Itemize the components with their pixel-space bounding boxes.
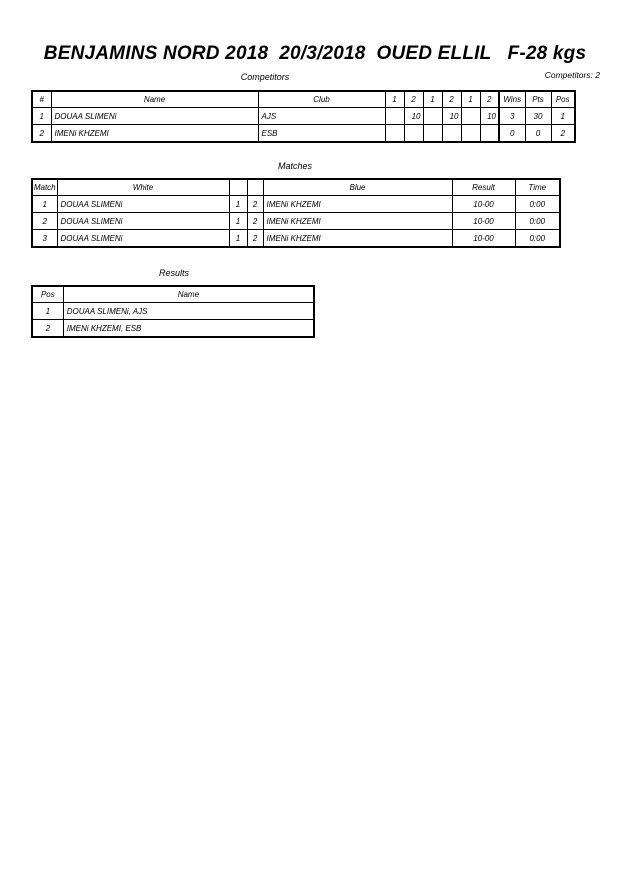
match-blue: IMENi KHZEMI: [263, 196, 452, 213]
match-white: DOUAA SLIMENi: [57, 230, 229, 248]
table-row: [32, 125, 575, 143]
matches-table: [31, 178, 561, 248]
score-cell: [461, 125, 480, 143]
col-wins: Wins: [499, 91, 525, 108]
competitor-pos: 2: [551, 125, 575, 143]
match-num: 1: [32, 196, 57, 213]
competitors-table: [31, 90, 576, 143]
table-row: [32, 213, 560, 230]
score-cell: [385, 108, 404, 125]
matches-header-row: [32, 179, 560, 196]
score-cell: [423, 125, 442, 143]
match-blue-num: 2: [247, 213, 263, 230]
match-blue: IMENi KHZEMI: [263, 230, 452, 248]
score-cell: [385, 125, 404, 143]
score-cell: [404, 125, 423, 143]
page-title: BENJAMINS NORD 2018 20/3/2018 OUED ELLIL F-28 kgs: [43, 43, 587, 64]
col-white: White: [57, 179, 229, 196]
score-cell: 10: [480, 108, 499, 125]
score-cell: 10: [404, 108, 423, 125]
competitor-club: ESB: [258, 125, 385, 143]
competitor-pts: 30: [525, 108, 551, 125]
match-blue-num: 2: [247, 230, 263, 248]
competitor-club: AJS: [258, 108, 385, 125]
result-pos: 2: [32, 320, 63, 338]
results-caption: Results: [158, 268, 189, 278]
col-score-5: 1: [461, 91, 480, 108]
match-white-num: 1: [229, 230, 247, 248]
col-num: #: [32, 91, 51, 108]
match-white: DOUAA SLIMENi: [57, 196, 229, 213]
col-white-num: [229, 179, 247, 196]
match-num: 3: [32, 230, 57, 248]
result-name: DOUAA SLIMENi, AJS: [63, 303, 314, 320]
table-row: [32, 320, 314, 338]
result-name: IMENi KHZEMI, ESB: [63, 320, 314, 338]
match-time: 0:00: [515, 196, 560, 213]
result-pos: 1: [32, 303, 63, 320]
col-blue: Blue: [263, 179, 452, 196]
match-blue: IMENi KHZEMI: [263, 213, 452, 230]
table-row: [32, 230, 560, 248]
matches-caption: Matches: [277, 161, 312, 171]
competitor-pos: 1: [551, 108, 575, 125]
score-cell: [461, 108, 480, 125]
match-white-num: 1: [229, 213, 247, 230]
results-table: [31, 285, 315, 338]
score-cell: [423, 108, 442, 125]
col-time: Time: [515, 179, 560, 196]
competitor-num: 2: [32, 125, 51, 143]
col-score-2: 2: [404, 91, 423, 108]
results-header-row: [32, 286, 314, 303]
score-cell: 10: [442, 108, 461, 125]
match-white-num: 1: [229, 196, 247, 213]
competitor-wins: 3: [499, 108, 525, 125]
col-pos: Pos: [551, 91, 575, 108]
col-name: Name: [51, 91, 258, 108]
match-result: 10-00: [452, 213, 515, 230]
col-match: Match: [32, 179, 57, 196]
competitor-name: DOUAA SLIMENi: [51, 108, 258, 125]
competitor-pts: 0: [525, 125, 551, 143]
col-result: Result: [452, 179, 515, 196]
table-row: [32, 196, 560, 213]
col-score-6: 2: [480, 91, 499, 108]
match-num: 2: [32, 213, 57, 230]
competitors-count: Competitors: 2: [544, 70, 600, 80]
col-score-4: 2: [442, 91, 461, 108]
competitor-name: IMENi KHZEMI: [51, 125, 258, 143]
table-row: [32, 303, 314, 320]
col-score-3: 1: [423, 91, 442, 108]
match-time: 0:00: [515, 213, 560, 230]
col-score-1: 1: [385, 91, 404, 108]
table-row: [32, 108, 575, 125]
match-time: 0:00: [515, 230, 560, 248]
match-white: DOUAA SLIMENi: [57, 213, 229, 230]
competitors-caption: Competitors: [240, 72, 290, 82]
col-pts: Pts: [525, 91, 551, 108]
match-result: 10-00: [452, 230, 515, 248]
match-blue-num: 2: [247, 196, 263, 213]
col-name: Name: [63, 286, 314, 303]
match-result: 10-00: [452, 196, 515, 213]
col-club: Club: [258, 91, 385, 108]
col-pos: Pos: [32, 286, 63, 303]
score-cell: [442, 125, 461, 143]
col-blue-num: [247, 179, 263, 196]
competitors-header-row: [32, 91, 575, 108]
score-cell: [480, 125, 499, 143]
competitor-num: 1: [32, 108, 51, 125]
competitor-wins: 0: [499, 125, 525, 143]
